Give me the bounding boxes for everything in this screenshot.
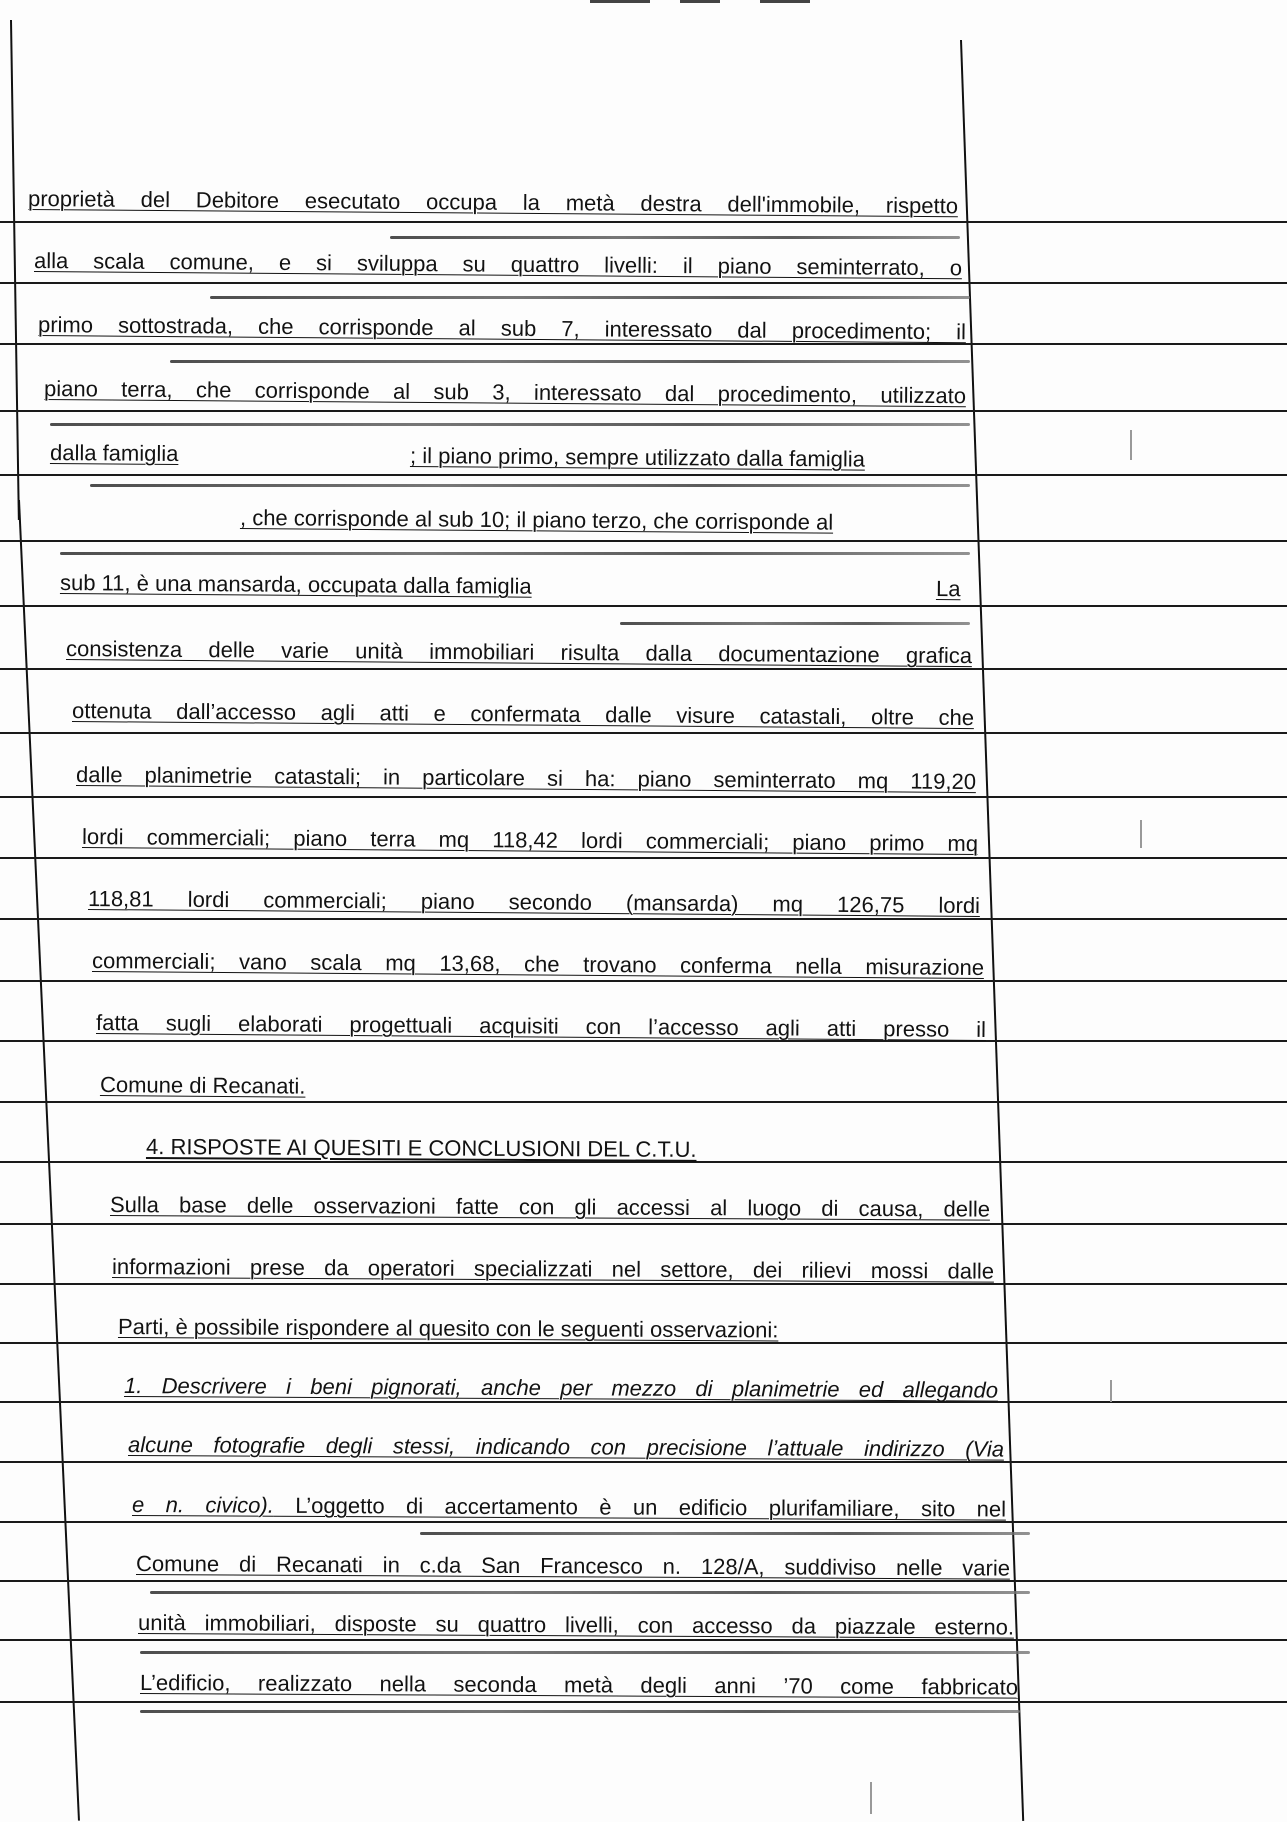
text-line	[50, 440, 179, 475]
scan-speck	[870, 1782, 872, 1814]
text-fragment: L’oggetto di accertamento è un edificio plurifamiliare, sito nel	[273, 1492, 1007, 1522]
text-line: consistenza delle varie unità immobiliari risulta dalla documentazione grafica	[65, 636, 973, 669]
text-line: alla scala comune, e si sviluppa su quattro livelli: il piano seminterrato, o	[33, 248, 963, 281]
text-line: dalle planimetrie catastali; in particolare si ha: piano seminterrato mq 119,20	[75, 762, 977, 795]
scan-mark	[680, 0, 720, 3]
text-line: fatta sugli elaborati progettuali acquisiti con l’accesso agli atti presso il	[95, 1010, 987, 1042]
text-line: informazioni prese da operatori specializzati nel settore, dei rilievi mossi dalle	[111, 1254, 995, 1284]
scan-stroke	[210, 296, 970, 299]
text-line: Parti, è possibile rispondere al quesito con le seguenti osservazioni:	[117, 1314, 779, 1343]
question-text: alcune fotografie degli stessi, indicando con precisione l’attuale indirizzo (Via	[127, 1432, 1005, 1462]
text-line: Sulla base delle osservazioni fatte con gli accessi al luogo di causa, delle	[109, 1192, 991, 1222]
text-line	[128, 1432, 1004, 1471]
scan-stroke	[390, 236, 960, 239]
scan-mark	[760, 0, 810, 3]
text-line: unità immobiliari, disposte su quattro livelli, con accesso da piazzale esterno.	[137, 1610, 1015, 1640]
text-line	[240, 505, 833, 544]
text-line: Comune di Recanati.	[99, 1072, 306, 1099]
text-fragment: , che corrisponde al sub 10; il piano terzo, che corrisponde al	[239, 505, 834, 535]
right-margin-line	[960, 40, 1024, 1821]
scan-stroke	[140, 1651, 1030, 1654]
left-margin-line	[10, 20, 20, 520]
text-fragment: dalla famiglia	[49, 440, 179, 467]
text-line	[124, 1373, 998, 1412]
text-line: lordi commerciali; piano terra mq 118,42 lordi commerciali; piano primo mq	[81, 824, 979, 857]
text-line: primo sottostrada, che corrisponde al sub 7, interessato dal procedimento; il	[37, 312, 967, 345]
scan-stroke	[420, 1532, 1030, 1535]
text-line: commerciali; vano scala mq 13,68, che trovano conferma nella misurazione	[91, 948, 985, 981]
text-line: L’edificio, realizzato nella seconda metà degli anni ’70 come fabbricato	[139, 1670, 1019, 1700]
text-line: ottenuta dall’accesso agli atti e confermata dalle visure catastali, oltre che	[71, 698, 975, 731]
text-fragment: La	[935, 576, 961, 602]
scan-stroke	[620, 622, 970, 625]
text-line: proprietà del Debitore esecutato occupa la metà destra dell'immobile, rispetto	[27, 186, 959, 219]
scan-stroke	[60, 552, 970, 555]
section-heading	[146, 1134, 697, 1171]
scan-speck	[1110, 1380, 1112, 1402]
text-line: 118,81 lordi commerciali; piano secondo (mansarda) mq 126,75 lordi	[87, 886, 981, 919]
text-line	[132, 1492, 1006, 1531]
scan-stroke	[50, 423, 970, 426]
scan-speck	[1130, 430, 1132, 460]
scan-speck	[1140, 820, 1142, 848]
text-line: Comune di Recanati in c.da San Francesco n. 128/A, suddiviso nelle varie	[135, 1551, 1011, 1581]
text-line	[60, 570, 532, 608]
scan-stroke	[150, 1591, 1030, 1594]
scan-stroke	[170, 360, 970, 363]
question-text: e n. civico).	[131, 1492, 274, 1518]
section-heading-text: 4. RISPOSTE AI QUESITI E CONCLUSIONI DEL C.T.U.	[145, 1134, 697, 1162]
question-text: 1. Descrivere i beni pignorati, anche per mezzo di planimetrie ed allegando	[123, 1373, 999, 1403]
scan-stroke	[140, 1710, 1020, 1713]
text-line: piano terra, che corrisponde al sub 3, interessato dal procedimento, utilizzato	[43, 376, 967, 409]
text-line	[410, 443, 865, 481]
text-fragment: ; il piano primo, sempre utilizzato dalla famiglia	[409, 443, 865, 472]
scan-mark	[590, 0, 650, 3]
text-line	[936, 576, 961, 610]
text-fragment: sub 11, è una mansarda, occupata dalla famiglia	[59, 570, 532, 599]
ruled-line	[0, 605, 1287, 607]
scan-stroke	[90, 484, 970, 487]
